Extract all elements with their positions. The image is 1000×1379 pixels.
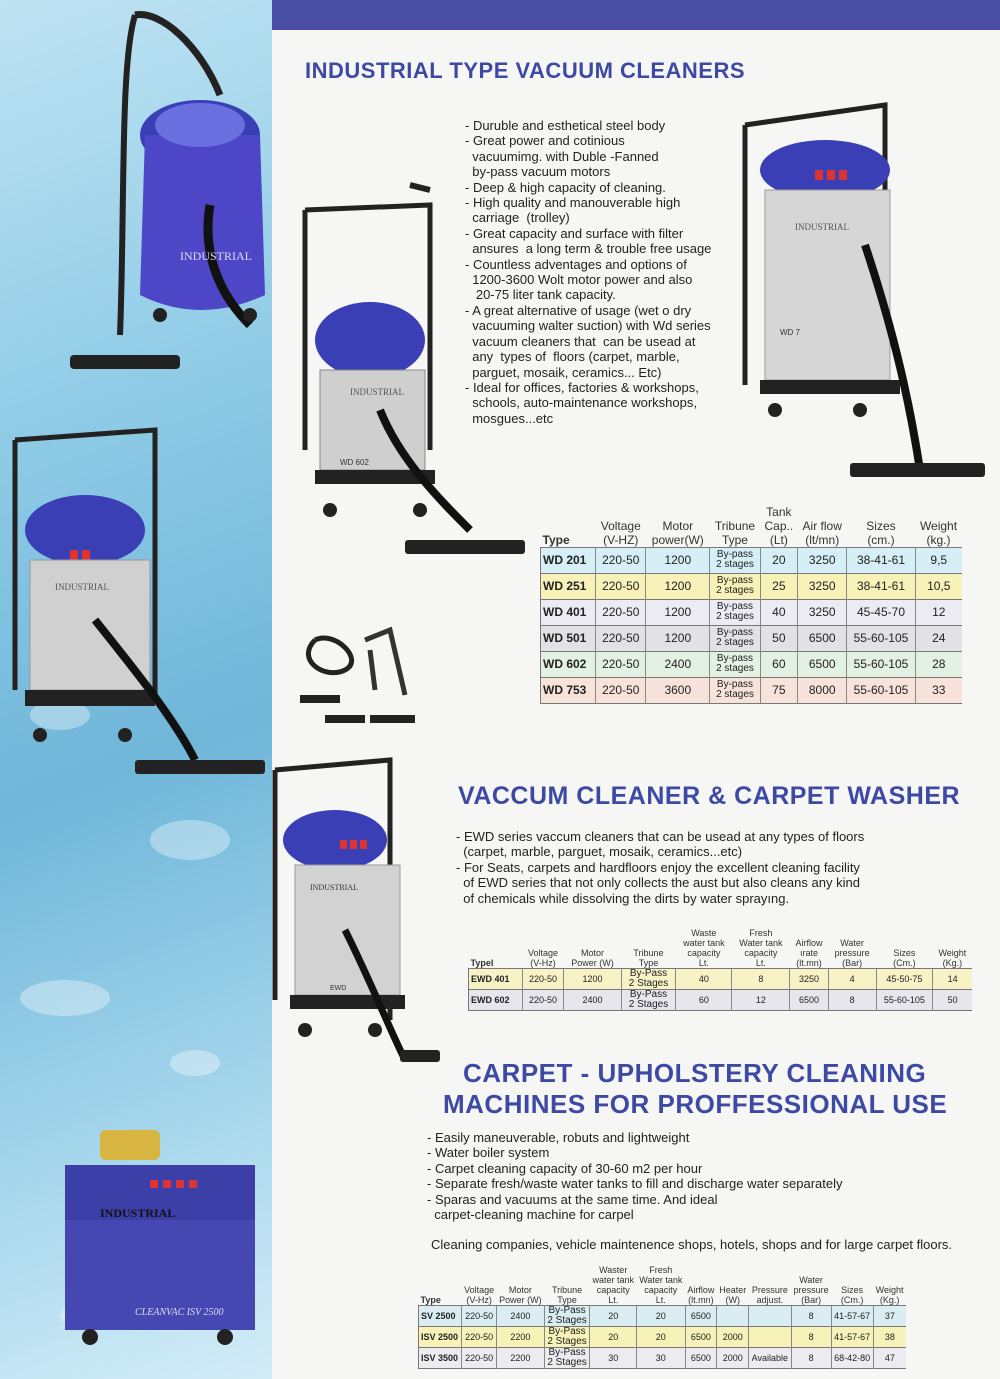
section3-cell-type: ISV 2500 [419, 1326, 462, 1347]
section1-cell-airflow: 3250 [798, 599, 847, 625]
section1-cell-power: 1200 [646, 573, 710, 599]
section1-cell-tank: 50 [760, 625, 797, 651]
section1-cell-sizes: 38-41-61 [847, 547, 915, 573]
section3-cell-type: ISV 3500 [419, 1347, 462, 1368]
section2-title: VACCUM CLEANER & CARPET WASHER [458, 782, 961, 810]
section1-cell-type: WD 201 [541, 547, 596, 573]
section3-spec-table [418, 1255, 906, 1369]
section3-bullet-line: carpet-cleaning machine for carpel [427, 1207, 634, 1223]
section1-table-row [541, 573, 963, 599]
section1-cell-weight: 9,5 [915, 547, 962, 573]
section3-cell-sizes: 41-57-67 [831, 1305, 873, 1326]
section3-column-header: Type [420, 1294, 441, 1305]
section1-cell-tribune: By-pass 2 stages [710, 547, 760, 573]
section1-cell-type: WD 501 [541, 625, 596, 651]
section3-cell-pressure: 8 [791, 1326, 831, 1347]
section2-cell-voltage: 220-50 [522, 968, 564, 989]
section3-bullet-line: - Separate fresh/waste water tanks to fill and discharge water separately [427, 1176, 843, 1192]
section2-cell-power: 2400 [564, 989, 621, 1010]
vacuum-blue-tank-image [50, 5, 280, 385]
section2-cell-pressure: 4 [828, 968, 876, 989]
section1-cell-power: 3600 [646, 677, 710, 703]
section1-cell-voltage: 220-50 [596, 625, 646, 651]
section1-bullet-line: - Duruble and esthetical steel body [465, 118, 666, 133]
section3-feature-list [427, 1130, 843, 1222]
section1-bullet-line: - Deep & high capacity of cleaning. [465, 179, 666, 195]
section3-cell-waste: 20 [590, 1305, 637, 1326]
industrial-text: INDUSTRIAL [350, 387, 404, 397]
section1-cell-voltage: 220-50 [596, 573, 646, 599]
section1-cell-voltage: 220-50 [596, 651, 646, 677]
vacuum-left-image [5, 410, 270, 790]
section2-cell-tribune: By-Pass 2 Stages [621, 968, 676, 989]
section3-title-line2: MACHINES FOR PROFFESSIONAL USE [443, 1089, 948, 1119]
section2-column-header: Sizes (Cm.) [893, 947, 916, 968]
section1-cell-airflow: 3250 [798, 547, 847, 573]
section3-cell-airflow: 6500 [685, 1305, 717, 1326]
section3-column-header: Waster water tank capacity Lt. [592, 1264, 634, 1305]
section1-bullet-line: - Great capacity and surface with filter [465, 225, 684, 241]
section1-cell-power: 1200 [646, 625, 710, 651]
section1-cell-weight: 24 [915, 625, 962, 651]
section2-bullet-line: - EWD series vaccum cleaners that can be usead at any types of floors [456, 829, 865, 844]
section3-column-header: Weight (Kg.) [875, 1284, 904, 1305]
accessories-image [295, 620, 435, 730]
section3-cell-adjust [749, 1305, 791, 1326]
section1-bullet-line: - Countless adventages and options of [465, 256, 687, 272]
section1-cell-type: WD 753 [541, 677, 596, 703]
section1-cell-voltage: 220-50 [596, 547, 646, 573]
section1-column-header: Air flow (lt/mn) [802, 518, 842, 547]
section1-cell-power: 1200 [646, 599, 710, 625]
section2-column-header: Typel [470, 957, 494, 968]
industrial-text: INDUSTRIAL [795, 222, 849, 232]
section1-cell-voltage: 220-50 [596, 599, 646, 625]
section3-cell-pressure: 8 [791, 1305, 831, 1326]
section1-bullet-line: vacuum cleaners that can be usead at [465, 333, 696, 349]
section3-bullet-line: - Water boiler system [427, 1145, 550, 1161]
section3-cell-heater [717, 1305, 749, 1326]
section1-bullet-line: 1200-3600 Wolt motor power and also [465, 272, 693, 288]
section2-bullet-line: - For Seats, carpets and hardfloors enjoy the excellent cleaning facility [456, 859, 860, 875]
section1-cell-tank: 20 [760, 547, 797, 573]
section2-feature-list [456, 829, 864, 906]
section2-column-header: Waste water tank capacity Lt. [683, 927, 725, 968]
section3-column-header: Tribune Type [551, 1284, 583, 1305]
section3-cell-power: 2200 [497, 1347, 545, 1368]
section1-bullet-line: ansures a long term & trouble free usage [465, 241, 712, 257]
section1-bullet-line: schools, auto-maintenance workshops, [465, 395, 697, 411]
section3-column-header: Motor Power (W) [499, 1284, 542, 1305]
section1-table-row [541, 625, 963, 651]
model-label: EWD [330, 985, 347, 992]
section3-cell-weight: 47 [873, 1347, 906, 1368]
section3-column-header: Heater (W) [719, 1284, 747, 1305]
section2-cell-sizes: 45-50-75 [876, 968, 933, 989]
section2-column-header: Fresh Water tank capacity Lt. [739, 927, 783, 968]
section1-cell-sizes: 38-41-61 [847, 573, 915, 599]
industrial-text: INDUSTRIAL [180, 249, 252, 263]
section1-cell-tank: 75 [760, 677, 797, 703]
section3-cell-weight: 37 [873, 1305, 906, 1326]
section1-bullet-line: - Great power and cotinious [465, 133, 625, 149]
section1-bullet-line: by-pass vacuum motors [465, 164, 611, 180]
section3-cell-pressure: 8 [791, 1347, 831, 1368]
section1-column-header: Type [542, 532, 570, 547]
section2-cell-type: EWD 401 [469, 968, 523, 989]
section1-table-row [541, 651, 963, 677]
section1-table-row [541, 677, 963, 703]
section3-cell-weight: 38 [873, 1326, 906, 1347]
section3-cell-waste: 30 [590, 1347, 637, 1368]
section1-cell-tribune: By-pass 2 stages [710, 573, 760, 599]
section1-cell-airflow: 6500 [798, 625, 847, 651]
section3-cell-voltage: 220-50 [462, 1305, 497, 1326]
vacuum-wd7-image [735, 85, 990, 495]
section3-cell-type: SV 2500 [419, 1305, 462, 1326]
cleanvac-isv2500-image [55, 1125, 265, 1355]
section3-cell-tribune: By-Pass 2 Stages [544, 1347, 590, 1368]
section2-cell-waste: 40 [676, 968, 732, 989]
section3-column-header: Voltage (V-Hz) [464, 1284, 495, 1305]
section1-bullet-line: carriage (trolley) [465, 210, 570, 226]
section2-column-header: Weight (Kg.) [938, 947, 967, 968]
section2-cell-airflow: 6500 [790, 989, 828, 1010]
section1-bullet-line: vacuumimg. with Duble -Fanned [465, 148, 659, 164]
section2-column-header: Water pressure (Bar) [834, 937, 870, 968]
section3-cell-heater: 2000 [717, 1347, 749, 1368]
section1-table-row [541, 547, 963, 573]
section1-bullet-line: - High quality and manouverable high [465, 195, 681, 211]
section1-cell-airflow: 3250 [798, 573, 847, 599]
section2-cell-sizes: 55-60-105 [876, 989, 933, 1010]
section1-bullet-line: mosgues...etc [465, 410, 554, 426]
section1-cell-tank: 25 [760, 573, 797, 599]
section1-title: INDUSTRIAL TYPE VACUUM CLEANERS [305, 58, 746, 83]
section2-table-row [469, 989, 973, 1010]
section1-cell-type: WD 251 [541, 573, 596, 599]
model-label: WD 7 [780, 328, 800, 337]
industrial-text: INDUSTRIAL [55, 582, 109, 592]
section3-cell-voltage: 220-50 [462, 1347, 497, 1368]
carpet-washer-ewd-image [270, 740, 450, 1080]
model-label: CLEANVAC ISV 2500 [135, 1307, 224, 1318]
section1-cell-sizes: 55-60-105 [847, 677, 915, 703]
section1-cell-tank: 40 [760, 599, 797, 625]
section3-table-row [419, 1326, 907, 1347]
section2-table-row [469, 968, 973, 989]
section1-cell-power: 2400 [646, 651, 710, 677]
section1-column-header: Tank Cap.. (Lt) [764, 504, 794, 547]
section3-cell-sizes: 41-57-67 [831, 1326, 873, 1347]
section3-cell-tribune: By-Pass 2 Stages [544, 1326, 590, 1347]
section3-bullet-line: - Sparas and vacuums at the same time. And ideal [427, 1191, 718, 1207]
section1-cell-sizes: 55-60-105 [847, 651, 915, 677]
section3-title-line1: CARPET - UPHOLSTERY CLEANING [463, 1058, 927, 1088]
section2-cell-power: 1200 [564, 968, 621, 989]
industrial-text: INDUSTRIAL [310, 883, 358, 892]
section3-cell-heater: 2000 [717, 1326, 749, 1347]
section1-cell-weight: 33 [915, 677, 962, 703]
section3-cell-adjust: Available [749, 1347, 791, 1368]
model-label: WD 602 [340, 458, 369, 467]
section3-cell-tribune: By-Pass 2 Stages [544, 1305, 590, 1326]
section1-cell-tribune: By-pass 2 stages [710, 599, 760, 625]
section2-cell-waste: 60 [676, 989, 732, 1010]
section3-cell-waste: 20 [590, 1326, 637, 1347]
section1-feature-list [465, 118, 711, 426]
section3-cell-power: 2200 [497, 1326, 545, 1347]
section1-bullet-line: - Ideal for offices, factories & workshops, [465, 379, 699, 395]
section2-cell-fresh: 12 [732, 989, 790, 1010]
section1-cell-tribune: By-pass 2 stages [710, 625, 760, 651]
section3-cell-airflow: 6500 [685, 1347, 717, 1368]
section1-spec-table [540, 503, 962, 704]
section2-cell-weight: 50 [933, 989, 972, 1010]
section1-bullet-line: parguet, mosaik, ceramics... Etc) [465, 364, 662, 380]
section2-bullet-line: of chemicals while dissolving the dirts by water sprayıng. [456, 890, 790, 906]
section3-table-row [419, 1305, 907, 1326]
section2-cell-tribune: By-Pass 2 Stages [621, 989, 676, 1010]
section2-cell-type: EWD 602 [469, 989, 523, 1010]
section3-column-header: Sizes (Cm.) [840, 1284, 864, 1305]
section1-table-row [541, 599, 963, 625]
section2-bullet-line: of EWD series that not only collects the aust but also cleans any kind [456, 875, 860, 891]
section1-cell-airflow: 6500 [798, 651, 847, 677]
section3-usage-note: Cleaning companies, vehicle maintenence shops, hotels, shops and for large carpet floors. [431, 1237, 953, 1252]
section3-column-header: Water pressure (Bar) [793, 1274, 829, 1305]
section1-cell-voltage: 220-50 [596, 677, 646, 703]
section1-cell-type: WD 602 [541, 651, 596, 677]
section1-column-header: Sizes (cm.) [866, 518, 896, 547]
section3-cell-adjust [749, 1326, 791, 1347]
section1-cell-airflow: 8000 [798, 677, 847, 703]
section1-cell-weight: 10,5 [915, 573, 962, 599]
section3-cell-fresh: 30 [637, 1347, 685, 1368]
section2-column-header: Voltage (V-Hz) [527, 947, 558, 968]
section2-bullet-line: (carpet, marble, parguet, mosaik, ceramics...etc) [456, 844, 743, 860]
section3-table-row [419, 1347, 907, 1368]
section1-cell-weight: 12 [915, 599, 962, 625]
section1-cell-weight: 28 [915, 651, 962, 677]
section1-cell-type: WD 401 [541, 599, 596, 625]
section3-cell-fresh: 20 [637, 1305, 685, 1326]
section3-cell-sizes: 68-42-80 [831, 1347, 873, 1368]
section1-cell-tank: 60 [760, 651, 797, 677]
section2-spec-table [468, 922, 972, 1011]
section1-column-header: Voltage (V-HZ) [600, 518, 641, 547]
section1-cell-power: 1200 [646, 547, 710, 573]
section3-bullet-line: - Carpet cleaning capacity of 30-60 m2 per hour [427, 1160, 703, 1176]
section1-column-header: Tribune Type [714, 518, 756, 547]
section1-bullet-line: any types of floors (carpet, marble, [465, 349, 680, 365]
section2-cell-voltage: 220-50 [522, 989, 564, 1010]
section2-column-header: Airflow ırate (lt.mn) [795, 937, 823, 968]
section1-cell-tribune: By-pass 2 stages [710, 677, 760, 703]
section3-column-header: Pressure adjust. [751, 1284, 788, 1305]
section2-cell-weight: 14 [933, 968, 972, 989]
section1-bullet-line: vacuuming walter suction) with Wd series [465, 318, 711, 334]
section1-cell-sizes: 55-60-105 [847, 625, 915, 651]
section1-column-header: Weight (kg.) [919, 518, 958, 547]
section2-cell-pressure: 8 [828, 989, 876, 1010]
section3-bullet-line: - Easily maneuverable, robuts and lightweight [427, 1130, 690, 1145]
section3-cell-airflow: 6500 [685, 1326, 717, 1347]
section2-column-header: Tribune Type [633, 947, 664, 968]
section1-bullet-line: - A great alternative of usage (wet o dry [465, 302, 692, 318]
section1-column-header: Motor power(W) [651, 518, 704, 547]
section3-column-header: Fresh Water tank capacity Lt. [639, 1264, 683, 1305]
section3-cell-fresh: 20 [637, 1326, 685, 1347]
section3-column-header: Airflow (lt.mn) [687, 1284, 715, 1305]
section1-cell-sizes: 45-45-70 [847, 599, 915, 625]
section3-cell-power: 2400 [497, 1305, 545, 1326]
section1-cell-tribune: By-pass 2 stages [710, 651, 760, 677]
section1-bullet-line: 20-75 liter tank capacity. [465, 287, 616, 303]
section2-column-header: Motor Power (W) [571, 947, 614, 968]
section2-cell-airflow: 3250 [790, 968, 828, 989]
top-banner-bar [272, 0, 1000, 30]
section2-cell-fresh: 8 [732, 968, 790, 989]
brand-text: INDUSTRIAL [100, 1206, 176, 1220]
section3-cell-voltage: 220-50 [462, 1326, 497, 1347]
